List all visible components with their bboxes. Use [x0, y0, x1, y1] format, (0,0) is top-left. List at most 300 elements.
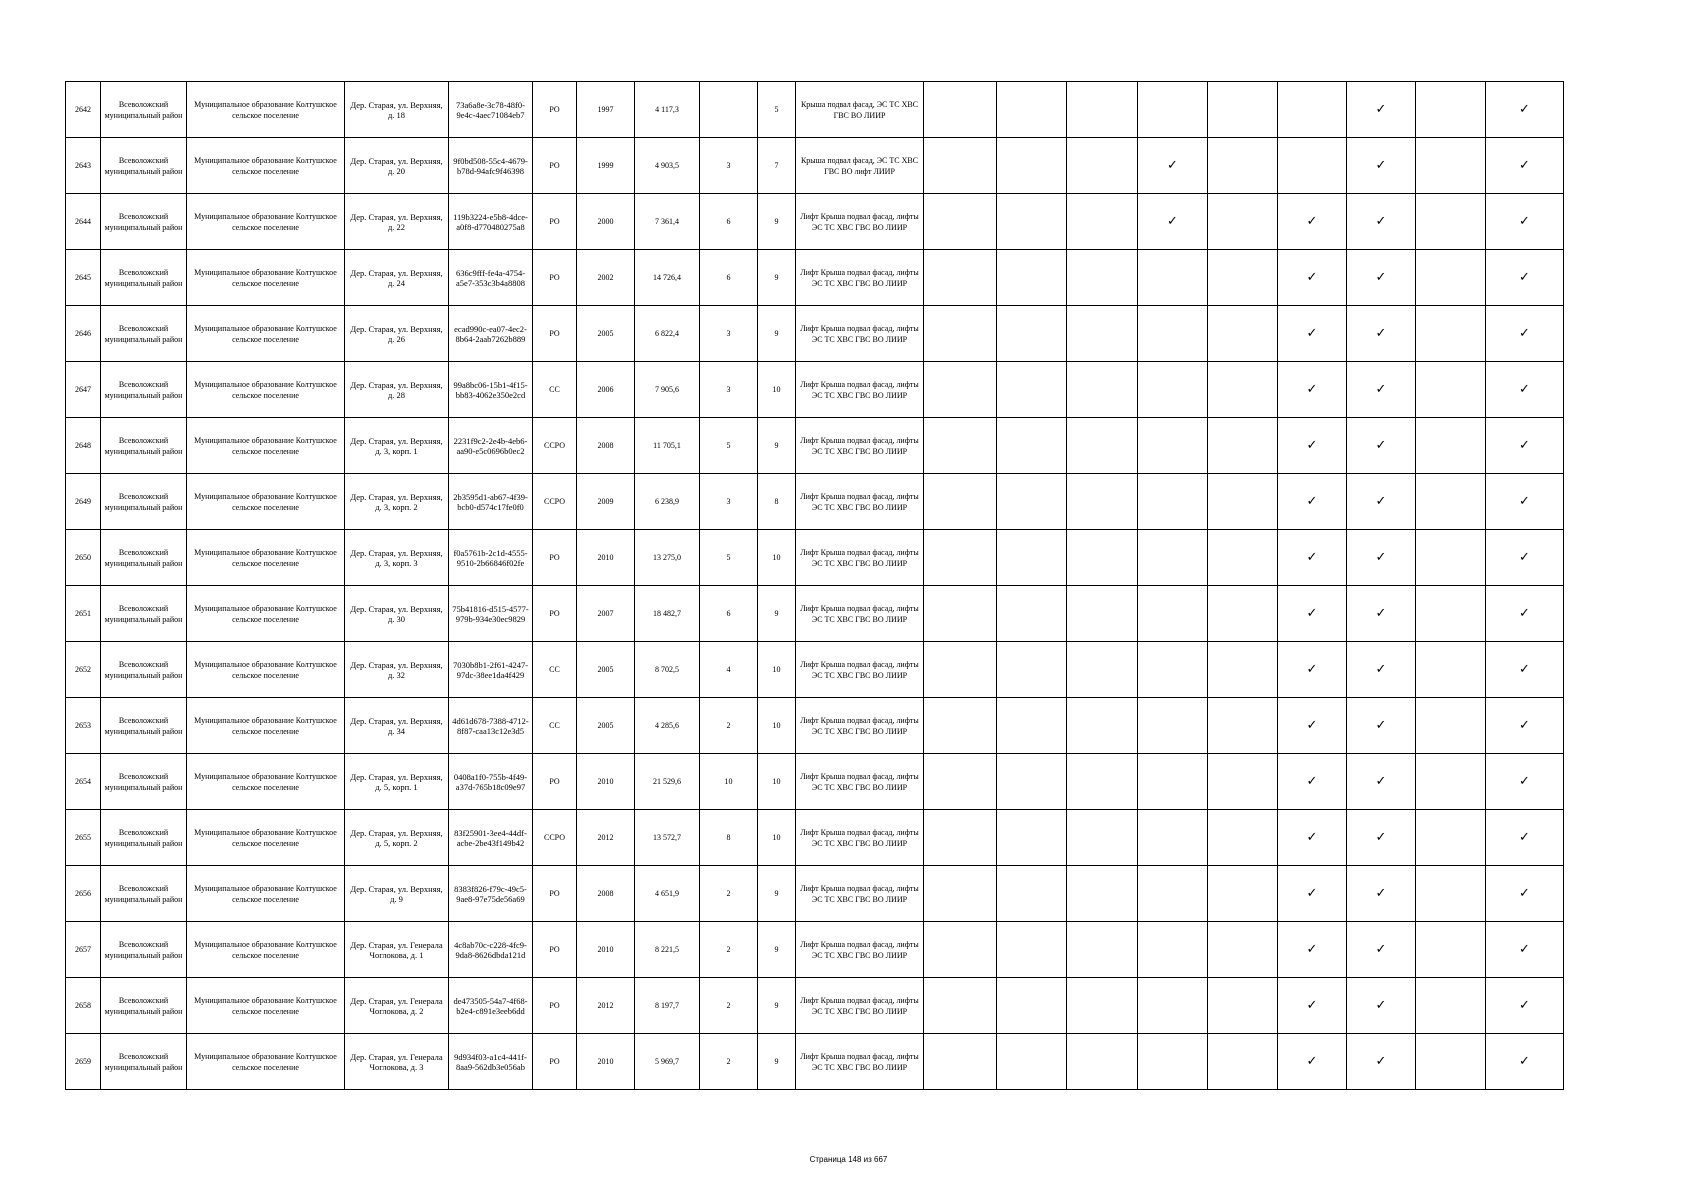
- check-mark-icon: ✓: [1486, 306, 1564, 362]
- empty-cell: [1416, 362, 1486, 418]
- empty-cell: [997, 250, 1067, 306]
- floors-cell: 3: [700, 474, 758, 530]
- empty-cell: [997, 306, 1067, 362]
- address-cell: Дер. Старая, ул. Верхняя, д. 5, корп. 2: [345, 810, 449, 866]
- empty-cell: [1067, 698, 1138, 754]
- works-cell: Лифт Крыша подвал фасад, лифты ЭС ТС ХВС ГВС ВО ЛИИР: [796, 978, 924, 1034]
- table-row: [66, 418, 1564, 474]
- district-cell: Всеволожский муниципальный район: [101, 586, 187, 642]
- year-cell: 2008: [577, 418, 635, 474]
- check-mark-icon: ✓: [1347, 866, 1416, 922]
- empty-cell: [1138, 474, 1208, 530]
- area-cell: 11 705,1: [635, 418, 700, 474]
- check-mark-icon: ✓: [1486, 698, 1564, 754]
- year-cell: 2012: [577, 978, 635, 1034]
- empty-cell: [1138, 306, 1208, 362]
- house-code-cell: 2b3595d1-ab67-4f39-bcb0-d574c17fe0f0: [449, 474, 533, 530]
- empty-cell: [1208, 82, 1278, 138]
- check-mark-icon: ✓: [1486, 194, 1564, 250]
- ownership-type-cell: РО: [533, 250, 577, 306]
- house-code-cell: 73a6a8e-3c78-48f0-9e4c-4aec71084eb7: [449, 82, 533, 138]
- works-cell: Крыша подвал фасад, ЭС ТС ХВС ГВС ВО лифт ЛИИР: [796, 138, 924, 194]
- check-mark-icon: ✓: [1347, 82, 1416, 138]
- check-mark-icon: ✓: [1486, 866, 1564, 922]
- row-number: 2645: [66, 250, 101, 306]
- address-cell: Дер. Старая, ул. Верхняя, д. 5, корп. 1: [345, 754, 449, 810]
- empty-cell: [1208, 418, 1278, 474]
- table-row: [66, 1034, 1564, 1090]
- table-row: [66, 530, 1564, 586]
- check-mark-icon: ✓: [1278, 866, 1347, 922]
- house-code-cell: 9d934f03-a1c4-441f-8aa9-562db3e056ab: [449, 1034, 533, 1090]
- ownership-type-cell: ССРО: [533, 418, 577, 474]
- empty-cell: [1416, 642, 1486, 698]
- empty-cell: [1208, 362, 1278, 418]
- check-mark-icon: ✓: [1486, 586, 1564, 642]
- municipality-cell: Муниципальное образование Колтушское сельское поселение: [187, 138, 345, 194]
- empty-cell: [1138, 978, 1208, 1034]
- lifts-cell: 9: [758, 306, 796, 362]
- district-cell: Всеволожский муниципальный район: [101, 418, 187, 474]
- empty-cell: [1067, 138, 1138, 194]
- empty-cell: [1067, 82, 1138, 138]
- table-row: [66, 922, 1564, 978]
- address-cell: Дер. Старая, ул. Верхняя, д. 30: [345, 586, 449, 642]
- lifts-cell: 5: [758, 82, 796, 138]
- lifts-cell: 8: [758, 474, 796, 530]
- row-number: 2655: [66, 810, 101, 866]
- year-cell: 2008: [577, 866, 635, 922]
- municipality-cell: Муниципальное образование Колтушское сельское поселение: [187, 418, 345, 474]
- ownership-type-cell: РО: [533, 866, 577, 922]
- table-row: [66, 866, 1564, 922]
- empty-cell: [997, 82, 1067, 138]
- table-row: [66, 250, 1564, 306]
- ownership-type-cell: РО: [533, 82, 577, 138]
- municipality-cell: Муниципальное образование Колтушское сельское поселение: [187, 642, 345, 698]
- works-cell: Лифт Крыша подвал фасад, лифты ЭС ТС ХВС ГВС ВО ЛИИР: [796, 866, 924, 922]
- check-mark-icon: ✓: [1347, 922, 1416, 978]
- empty-cell: [997, 698, 1067, 754]
- table-body: [66, 82, 1564, 1090]
- works-cell: Лифт Крыша подвал фасад, лифты ЭС ТС ХВС ГВС ВО ЛИИР: [796, 194, 924, 250]
- house-code-cell: 83f25901-3ee4-44df-acbe-2be43f149b42: [449, 810, 533, 866]
- empty-cell: [1067, 362, 1138, 418]
- row-number: 2648: [66, 418, 101, 474]
- year-cell: 1997: [577, 82, 635, 138]
- empty-cell: [1416, 866, 1486, 922]
- empty-cell: [1138, 866, 1208, 922]
- empty-cell: [924, 250, 997, 306]
- municipality-cell: Муниципальное образование Колтушское сельское поселение: [187, 194, 345, 250]
- check-mark-icon: ✓: [1347, 642, 1416, 698]
- district-cell: Всеволожский муниципальный район: [101, 250, 187, 306]
- empty-cell: [1138, 642, 1208, 698]
- works-cell: Лифт Крыша подвал фасад, лифты ЭС ТС ХВС ГВС ВО ЛИИР: [796, 474, 924, 530]
- area-cell: 8 197,7: [635, 978, 700, 1034]
- ownership-type-cell: ССРО: [533, 810, 577, 866]
- municipality-cell: Муниципальное образование Колтушское сельское поселение: [187, 698, 345, 754]
- table-row: [66, 194, 1564, 250]
- empty-cell: [924, 194, 997, 250]
- check-mark-icon: ✓: [1138, 194, 1208, 250]
- empty-cell: [1208, 978, 1278, 1034]
- ownership-type-cell: РО: [533, 1034, 577, 1090]
- year-cell: 2009: [577, 474, 635, 530]
- year-cell: 2000: [577, 194, 635, 250]
- empty-cell: [997, 194, 1067, 250]
- address-cell: Дер. Старая, ул. Верхняя, д. 20: [345, 138, 449, 194]
- row-number: 2647: [66, 362, 101, 418]
- table-row: [66, 586, 1564, 642]
- address-cell: Дер. Старая, ул. Верхняя, д. 3, корп. 1: [345, 418, 449, 474]
- check-mark-icon: ✓: [1278, 474, 1347, 530]
- check-mark-icon: ✓: [1486, 82, 1564, 138]
- district-cell: Всеволожский муниципальный район: [101, 474, 187, 530]
- empty-cell: [924, 922, 997, 978]
- ownership-type-cell: ССРО: [533, 474, 577, 530]
- floors-cell: 2: [700, 1034, 758, 1090]
- municipality-cell: Муниципальное образование Колтушское сельское поселение: [187, 362, 345, 418]
- empty-cell: [924, 810, 997, 866]
- empty-cell: [1067, 530, 1138, 586]
- municipality-cell: Муниципальное образование Колтушское сельское поселение: [187, 922, 345, 978]
- lifts-cell: 10: [758, 530, 796, 586]
- check-mark-icon: ✓: [1347, 138, 1416, 194]
- municipality-cell: Муниципальное образование Колтушское сельское поселение: [187, 866, 345, 922]
- empty-cell: [1067, 474, 1138, 530]
- district-cell: Всеволожский муниципальный район: [101, 642, 187, 698]
- empty-cell: [1416, 530, 1486, 586]
- check-mark-icon: ✓: [1486, 418, 1564, 474]
- empty-cell: [997, 530, 1067, 586]
- check-mark-icon: ✓: [1138, 138, 1208, 194]
- works-cell: Лифт Крыша подвал фасад, лифты ЭС ТС ХВС ГВС ВО ЛИИР: [796, 698, 924, 754]
- empty-cell: [1208, 530, 1278, 586]
- empty-cell: [1278, 82, 1347, 138]
- lifts-cell: 9: [758, 418, 796, 474]
- empty-cell: [1208, 922, 1278, 978]
- empty-cell: [1416, 474, 1486, 530]
- row-number: 2657: [66, 922, 101, 978]
- empty-cell: [1067, 586, 1138, 642]
- municipality-cell: Муниципальное образование Колтушское сельское поселение: [187, 754, 345, 810]
- address-cell: Дер. Старая, ул. Верхняя, д. 24: [345, 250, 449, 306]
- house-code-cell: 99a8bc06-15b1-4f15-bb83-4062e350e2cd: [449, 362, 533, 418]
- lifts-cell: 9: [758, 978, 796, 1034]
- empty-cell: [1067, 866, 1138, 922]
- empty-cell: [1416, 1034, 1486, 1090]
- check-mark-icon: ✓: [1278, 586, 1347, 642]
- lifts-cell: 9: [758, 250, 796, 306]
- year-cell: 2002: [577, 250, 635, 306]
- year-cell: 2007: [577, 586, 635, 642]
- row-number: 2653: [66, 698, 101, 754]
- check-mark-icon: ✓: [1278, 362, 1347, 418]
- house-code-cell: 7030b8b1-2f61-4247-97dc-38ee1da4f429: [449, 642, 533, 698]
- empty-cell: [1067, 754, 1138, 810]
- floors-cell: 6: [700, 194, 758, 250]
- empty-cell: [1138, 1034, 1208, 1090]
- empty-cell: [1067, 306, 1138, 362]
- empty-cell: [997, 922, 1067, 978]
- check-mark-icon: ✓: [1278, 530, 1347, 586]
- area-cell: 13 572,7: [635, 810, 700, 866]
- row-number: 2642: [66, 82, 101, 138]
- ownership-type-cell: РО: [533, 754, 577, 810]
- floors-cell: 2: [700, 978, 758, 1034]
- works-cell: Крыша подвал фасад, ЭС ТС ХВС ГВС ВО ЛИИР: [796, 82, 924, 138]
- empty-cell: [1138, 362, 1208, 418]
- check-mark-icon: ✓: [1347, 474, 1416, 530]
- floors-cell: 5: [700, 530, 758, 586]
- empty-cell: [997, 978, 1067, 1034]
- floors-cell: 3: [700, 362, 758, 418]
- empty-cell: [997, 418, 1067, 474]
- house-code-cell: 0408a1f0-755b-4f49-a37d-765b18c09e97: [449, 754, 533, 810]
- empty-cell: [1138, 418, 1208, 474]
- district-cell: Всеволожский муниципальный район: [101, 306, 187, 362]
- table-row: [66, 306, 1564, 362]
- works-cell: Лифт Крыша подвал фасад, лифты ЭС ТС ХВС ГВС ВО ЛИИР: [796, 250, 924, 306]
- year-cell: 2010: [577, 530, 635, 586]
- empty-cell: [997, 586, 1067, 642]
- floors-cell: 6: [700, 250, 758, 306]
- check-mark-icon: ✓: [1278, 194, 1347, 250]
- empty-cell: [997, 1034, 1067, 1090]
- empty-cell: [924, 1034, 997, 1090]
- ownership-type-cell: РО: [533, 978, 577, 1034]
- district-cell: Всеволожский муниципальный район: [101, 1034, 187, 1090]
- empty-cell: [924, 754, 997, 810]
- house-code-cell: 119b3224-e5b8-4dce-a0f8-d770480275a8: [449, 194, 533, 250]
- empty-cell: [924, 978, 997, 1034]
- house-code-cell: de473505-54a7-4f68-b2e4-c891e3eeb6dd: [449, 978, 533, 1034]
- district-cell: Всеволожский муниципальный район: [101, 754, 187, 810]
- year-cell: 2005: [577, 698, 635, 754]
- empty-cell: [1208, 866, 1278, 922]
- lifts-cell: 9: [758, 922, 796, 978]
- address-cell: Дер. Старая, ул. Верхняя, д. 18: [345, 82, 449, 138]
- address-cell: Дер. Старая, ул. Верхняя, д. 28: [345, 362, 449, 418]
- empty-cell: [924, 698, 997, 754]
- area-cell: 13 275,0: [635, 530, 700, 586]
- check-mark-icon: ✓: [1278, 810, 1347, 866]
- table-row: [66, 474, 1564, 530]
- year-cell: 1999: [577, 138, 635, 194]
- check-mark-icon: ✓: [1486, 1034, 1564, 1090]
- check-mark-icon: ✓: [1486, 138, 1564, 194]
- address-cell: Дер. Старая, ул. Верхняя, д. 34: [345, 698, 449, 754]
- ownership-type-cell: СС: [533, 698, 577, 754]
- municipality-cell: Муниципальное образование Колтушское сельское поселение: [187, 306, 345, 362]
- empty-cell: [1138, 922, 1208, 978]
- ownership-type-cell: РО: [533, 306, 577, 362]
- area-cell: 4 117,3: [635, 82, 700, 138]
- lifts-cell: 9: [758, 866, 796, 922]
- empty-cell: [1416, 306, 1486, 362]
- empty-cell: [1208, 250, 1278, 306]
- area-cell: 4 651,9: [635, 866, 700, 922]
- year-cell: 2010: [577, 922, 635, 978]
- empty-cell: [924, 138, 997, 194]
- check-mark-icon: ✓: [1347, 586, 1416, 642]
- works-cell: Лифт Крыша подвал фасад, лифты ЭС ТС ХВС ГВС ВО ЛИИР: [796, 1034, 924, 1090]
- check-mark-icon: ✓: [1347, 1034, 1416, 1090]
- district-cell: Всеволожский муниципальный район: [101, 922, 187, 978]
- empty-cell: [997, 866, 1067, 922]
- empty-cell: [1416, 138, 1486, 194]
- ownership-type-cell: РО: [533, 530, 577, 586]
- row-number: 2650: [66, 530, 101, 586]
- empty-cell: [1416, 418, 1486, 474]
- lifts-cell: 10: [758, 362, 796, 418]
- empty-cell: [1416, 922, 1486, 978]
- works-cell: Лифт Крыша подвал фасад, лифты ЭС ТС ХВС ГВС ВО ЛИИР: [796, 586, 924, 642]
- page-footer: Страница 148 из 667: [809, 1155, 888, 1164]
- ownership-type-cell: РО: [533, 922, 577, 978]
- empty-cell: [1208, 586, 1278, 642]
- empty-cell: [1067, 810, 1138, 866]
- address-cell: Дер. Старая, ул. Верхняя, д. 26: [345, 306, 449, 362]
- works-cell: Лифт Крыша подвал фасад, лифты ЭС ТС ХВС ГВС ВО ЛИИР: [796, 922, 924, 978]
- lifts-cell: 9: [758, 586, 796, 642]
- table-row: [66, 698, 1564, 754]
- house-code-cell: ecad990c-ea07-4ec2-8b64-2aab7262b889: [449, 306, 533, 362]
- empty-cell: [1208, 642, 1278, 698]
- area-cell: 6 238,9: [635, 474, 700, 530]
- area-cell: 4 903,5: [635, 138, 700, 194]
- row-number: 2654: [66, 754, 101, 810]
- year-cell: 2010: [577, 754, 635, 810]
- district-cell: Всеволожский муниципальный район: [101, 530, 187, 586]
- empty-cell: [1208, 698, 1278, 754]
- municipality-cell: Муниципальное образование Колтушское сельское поселение: [187, 250, 345, 306]
- address-cell: Дер. Старая, ул. Верхняя, д. 32: [345, 642, 449, 698]
- empty-cell: [1208, 754, 1278, 810]
- empty-cell: [997, 754, 1067, 810]
- table-row: [66, 362, 1564, 418]
- lifts-cell: 7: [758, 138, 796, 194]
- area-cell: 7 361,4: [635, 194, 700, 250]
- empty-cell: [1067, 642, 1138, 698]
- check-mark-icon: ✓: [1278, 250, 1347, 306]
- empty-cell: [924, 642, 997, 698]
- check-mark-icon: ✓: [1347, 978, 1416, 1034]
- municipality-cell: Муниципальное образование Колтушское сельское поселение: [187, 586, 345, 642]
- area-cell: 8 702,5: [635, 642, 700, 698]
- table-row: [66, 82, 1564, 138]
- year-cell: 2005: [577, 642, 635, 698]
- empty-cell: [1138, 530, 1208, 586]
- empty-cell: [997, 810, 1067, 866]
- area-cell: 21 529,6: [635, 754, 700, 810]
- row-number: 2659: [66, 1034, 101, 1090]
- empty-cell: [1067, 418, 1138, 474]
- check-mark-icon: ✓: [1486, 978, 1564, 1034]
- district-cell: Всеволожский муниципальный район: [101, 978, 187, 1034]
- house-code-cell: 75b41816-d515-4577-979b-934e30ec9829: [449, 586, 533, 642]
- empty-cell: [924, 530, 997, 586]
- ownership-type-cell: СС: [533, 642, 577, 698]
- check-mark-icon: ✓: [1486, 474, 1564, 530]
- empty-cell: [997, 362, 1067, 418]
- works-cell: Лифт Крыша подвал фасад, лифты ЭС ТС ХВС ГВС ВО ЛИИР: [796, 306, 924, 362]
- check-mark-icon: ✓: [1347, 754, 1416, 810]
- empty-cell: [1208, 810, 1278, 866]
- ownership-type-cell: РО: [533, 194, 577, 250]
- lifts-cell: 10: [758, 810, 796, 866]
- house-code-cell: 9f0bd508-55c4-4679-b78d-94afc9f46398: [449, 138, 533, 194]
- address-cell: Дер. Старая, ул. Верхняя, д. 9: [345, 866, 449, 922]
- floors-cell: 2: [700, 922, 758, 978]
- district-cell: Всеволожский муниципальный район: [101, 362, 187, 418]
- year-cell: 2012: [577, 810, 635, 866]
- ownership-type-cell: РО: [533, 138, 577, 194]
- empty-cell: [1067, 978, 1138, 1034]
- works-cell: Лифт Крыша подвал фасад, лифты ЭС ТС ХВС ГВС ВО ЛИИР: [796, 418, 924, 474]
- check-mark-icon: ✓: [1278, 306, 1347, 362]
- address-cell: Дер. Старая, ул. Генерала Чоглокова, д. 2: [345, 978, 449, 1034]
- check-mark-icon: ✓: [1347, 418, 1416, 474]
- address-cell: Дер. Старая, ул. Верхняя, д. 3, корп. 3: [345, 530, 449, 586]
- area-cell: 6 822,4: [635, 306, 700, 362]
- house-code-cell: 4c8ab70c-c228-4fc9-9da8-8626dbda121d: [449, 922, 533, 978]
- ownership-type-cell: РО: [533, 586, 577, 642]
- check-mark-icon: ✓: [1486, 642, 1564, 698]
- floors-cell: 10: [700, 754, 758, 810]
- lifts-cell: 9: [758, 194, 796, 250]
- works-cell: Лифт Крыша подвал фасад, лифты ЭС ТС ХВС ГВС ВО ЛИИР: [796, 642, 924, 698]
- area-cell: 4 285,6: [635, 698, 700, 754]
- area-cell: 14 726,4: [635, 250, 700, 306]
- empty-cell: [1208, 194, 1278, 250]
- check-mark-icon: ✓: [1486, 810, 1564, 866]
- municipality-cell: Муниципальное образование Колтушское сельское поселение: [187, 82, 345, 138]
- floors-cell: 2: [700, 866, 758, 922]
- works-cell: Лифт Крыша подвал фасад, лифты ЭС ТС ХВС ГВС ВО ЛИИР: [796, 530, 924, 586]
- floors-cell: 2: [700, 698, 758, 754]
- check-mark-icon: ✓: [1347, 194, 1416, 250]
- area-cell: 8 221,5: [635, 922, 700, 978]
- district-cell: Всеволожский муниципальный район: [101, 698, 187, 754]
- floors-cell: [700, 82, 758, 138]
- empty-cell: [924, 306, 997, 362]
- check-mark-icon: ✓: [1347, 306, 1416, 362]
- district-cell: Всеволожский муниципальный район: [101, 866, 187, 922]
- row-number: 2643: [66, 138, 101, 194]
- works-cell: Лифт Крыша подвал фасад, лифты ЭС ТС ХВС ГВС ВО ЛИИР: [796, 810, 924, 866]
- district-cell: Всеволожский муниципальный район: [101, 194, 187, 250]
- empty-cell: [1416, 194, 1486, 250]
- floors-cell: 5: [700, 418, 758, 474]
- floors-cell: 8: [700, 810, 758, 866]
- row-number: 2656: [66, 866, 101, 922]
- house-code-cell: 8383f826-f79c-49c5-9ae8-97e75de56a69: [449, 866, 533, 922]
- empty-cell: [997, 642, 1067, 698]
- check-mark-icon: ✓: [1278, 922, 1347, 978]
- empty-cell: [1067, 1034, 1138, 1090]
- empty-cell: [1416, 698, 1486, 754]
- check-mark-icon: ✓: [1278, 754, 1347, 810]
- check-mark-icon: ✓: [1347, 530, 1416, 586]
- lifts-cell: 10: [758, 642, 796, 698]
- empty-cell: [1416, 250, 1486, 306]
- district-cell: Всеволожский муниципальный район: [101, 82, 187, 138]
- house-code-cell: 636c9fff-fe4a-4754-a5e7-353c3b4a8808: [449, 250, 533, 306]
- year-cell: 2005: [577, 306, 635, 362]
- empty-cell: [924, 866, 997, 922]
